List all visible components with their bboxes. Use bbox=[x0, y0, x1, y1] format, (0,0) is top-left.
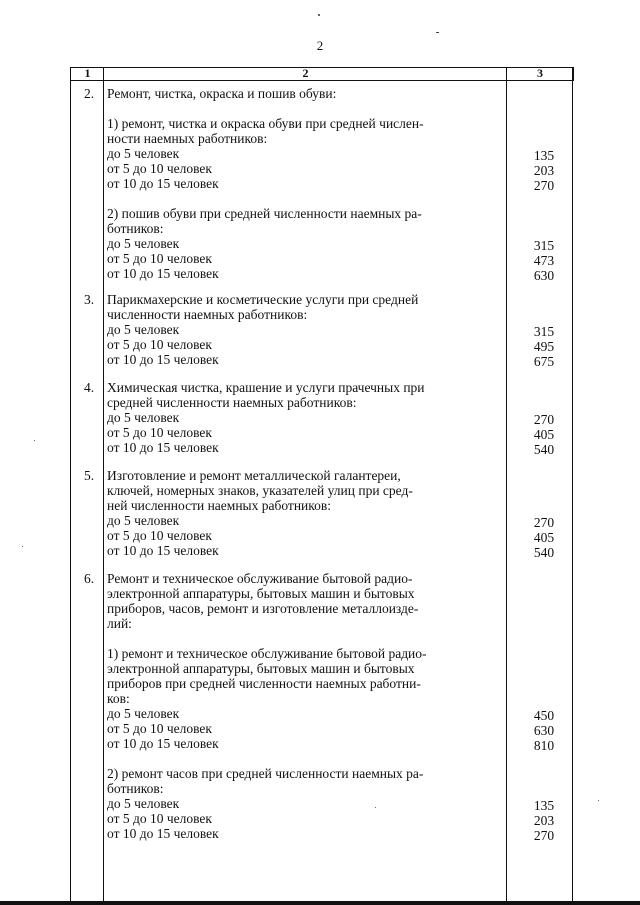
row-text-line: Ремонт и техническое обслуживание бытовой радио- bbox=[107, 571, 413, 586]
row-value: 203 bbox=[533, 813, 555, 828]
row-value: 203 bbox=[533, 163, 555, 178]
row-text-line: ности наемных работников: bbox=[107, 131, 268, 146]
row-value: 473 bbox=[533, 253, 555, 268]
row-text-line: от 10 до 15 человек bbox=[107, 736, 219, 751]
row-value: 630 bbox=[533, 723, 555, 738]
row-number: 4. bbox=[83, 380, 95, 395]
row-value: 135 bbox=[533, 148, 555, 163]
scan-speck bbox=[34, 440, 35, 441]
row-text-line: от 10 до 15 человек bbox=[107, 543, 219, 558]
header-col-3: 3 bbox=[537, 66, 543, 80]
row-text-line: от 5 до 10 человек bbox=[107, 528, 212, 543]
row-value: 495 bbox=[533, 339, 555, 354]
row-value: 540 bbox=[533, 442, 555, 457]
scan-speck bbox=[318, 14, 320, 16]
row-value: 405 bbox=[533, 530, 555, 545]
row-text-line: лий: bbox=[107, 616, 132, 631]
row-text-line: до 5 человек bbox=[107, 236, 180, 251]
row-text-line: 1) ремонт и техническое обслуживание бытовой радио- bbox=[107, 646, 427, 661]
row-text-line: до 5 человек bbox=[107, 410, 180, 425]
row-text-line: до 5 человек bbox=[107, 706, 180, 721]
row-value: 270 bbox=[533, 515, 555, 530]
row-text-line: от 10 до 15 человек bbox=[107, 352, 219, 367]
row-text-line: от 10 до 15 человек bbox=[107, 826, 219, 841]
row-text-line: до 5 человек bbox=[107, 322, 180, 337]
row-value: 270 bbox=[533, 412, 555, 427]
row-value: 315 bbox=[533, 324, 555, 339]
row-text-line: ключей, номерных знаков, указателей улиц при сред- bbox=[107, 483, 413, 498]
row-number: 5. bbox=[83, 468, 95, 483]
scan-speck bbox=[375, 807, 376, 808]
row-text-line: ботников: bbox=[107, 221, 164, 236]
row-value: 675 bbox=[533, 354, 555, 369]
row-text-line: от 5 до 10 человек bbox=[107, 425, 212, 440]
row-text-line: от 10 до 15 человек bbox=[107, 440, 219, 455]
row-text-line: Парикмахерские и косметические услуги при средней bbox=[107, 292, 419, 307]
page-number: 2 bbox=[316, 38, 324, 53]
row-text-line: от 10 до 15 человек bbox=[107, 266, 219, 281]
row-text-line: 2) ремонт часов при средней численности наемных ра- bbox=[107, 766, 424, 781]
table-divider-1 bbox=[103, 67, 104, 905]
row-text-line: от 10 до 15 человек bbox=[107, 176, 219, 191]
row-value: 810 bbox=[533, 738, 555, 753]
row-value: 270 bbox=[533, 828, 555, 843]
table-header bbox=[70, 67, 574, 81]
row-number: 3. bbox=[83, 292, 95, 307]
row-text-line: приборов при средней численности наемных работни- bbox=[107, 676, 421, 691]
row-text-line: Химическая чистка, крашение и услуги прачечных при bbox=[107, 380, 425, 395]
row-text-line: 2) пошив обуви при средней численности наемных ра- bbox=[107, 206, 422, 221]
scan-speck bbox=[22, 546, 23, 547]
row-text-line: численности наемных работников: bbox=[107, 307, 308, 322]
row-text-line: приборов, часов, ремонт и изготовление металлоизде- bbox=[107, 601, 419, 616]
row-value: 315 bbox=[533, 238, 555, 253]
scan-speck bbox=[436, 32, 439, 33]
row-value: 270 bbox=[533, 178, 555, 193]
table-divider-2 bbox=[506, 67, 507, 905]
row-text-line: Ремонт, чистка, окраска и пошив обуви: bbox=[107, 86, 337, 101]
row-text-line: до 5 человек bbox=[107, 146, 180, 161]
row-text-line: средней численности наемных работников: bbox=[107, 395, 357, 410]
table-border-left bbox=[70, 67, 71, 905]
row-number: 6. bbox=[83, 571, 95, 586]
row-text-line: от 5 до 10 человек bbox=[107, 721, 212, 736]
row-text-line: от 5 до 10 человек bbox=[107, 161, 212, 176]
scan-bottom-edge bbox=[0, 901, 640, 905]
row-text-line: электронной аппаратуры, бытовых машин и бытовых bbox=[107, 661, 415, 676]
row-text-line: электронной аппаратуры, бытовых машин и бытовых bbox=[107, 586, 415, 601]
row-text-line: до 5 человек bbox=[107, 796, 180, 811]
row-value: 405 bbox=[533, 427, 555, 442]
row-text-line: ботников: bbox=[107, 781, 164, 796]
scan-speck bbox=[598, 800, 599, 801]
row-number: 2. bbox=[83, 86, 95, 101]
row-value: 540 bbox=[533, 545, 555, 560]
header-col-1: 1 bbox=[84, 66, 91, 80]
row-text-line: Изготовление и ремонт металлической галантереи, bbox=[107, 468, 401, 483]
row-text-line: от 5 до 10 человек bbox=[107, 811, 212, 826]
row-text-line: до 5 человек bbox=[107, 513, 180, 528]
row-text-line: от 5 до 10 человек bbox=[107, 337, 212, 352]
row-text-line: от 5 до 10 человек bbox=[107, 251, 212, 266]
row-value: 630 bbox=[533, 268, 555, 283]
row-text-line: 1) ремонт, чистка и окраска обуви при средней числен- bbox=[107, 116, 424, 131]
row-value: 135 bbox=[533, 798, 555, 813]
row-value: 450 bbox=[533, 708, 555, 723]
header-col-2: 2 bbox=[302, 66, 309, 80]
row-text-line: ков: bbox=[107, 691, 130, 706]
row-text-line: ней численности наемных работников: bbox=[107, 498, 332, 513]
